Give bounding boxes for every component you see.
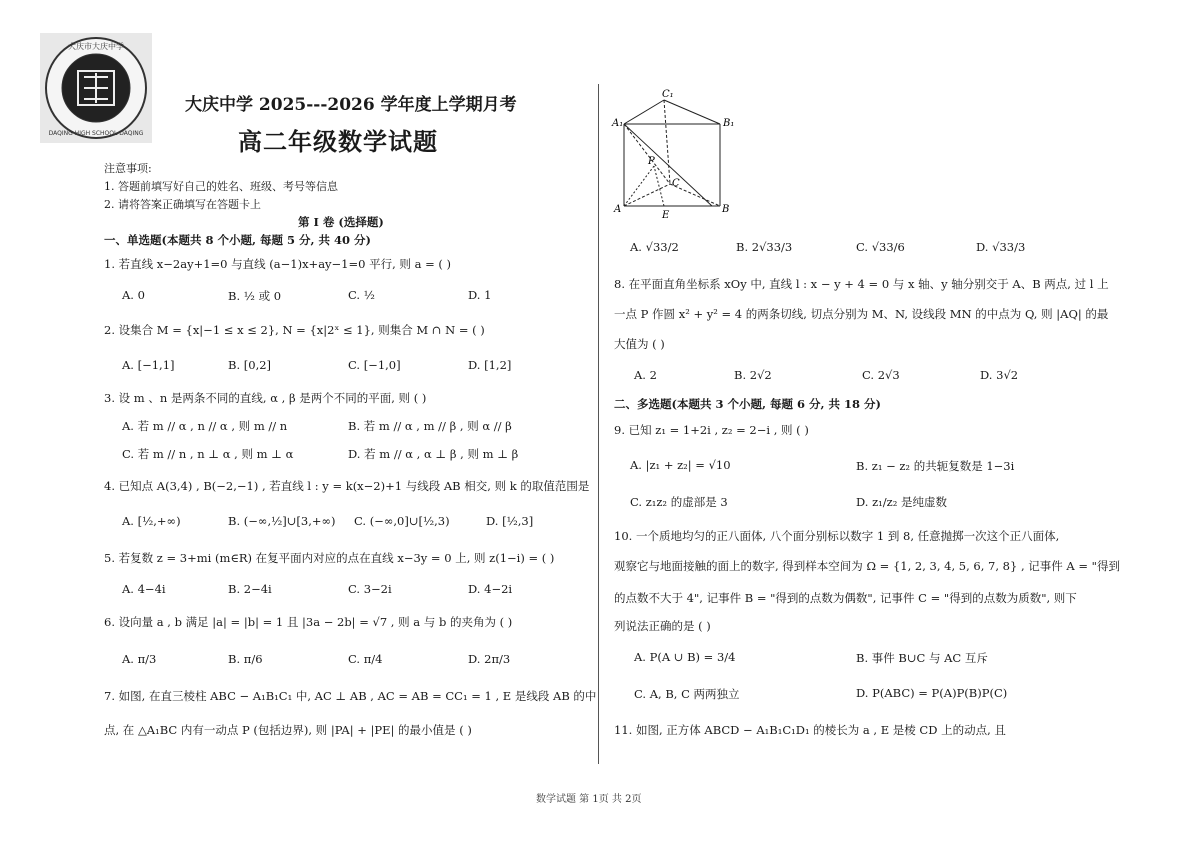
school-title: 大庆中学 2025---2026 学年度上学期月考 [185, 95, 517, 115]
q5-option-c: C. 3−2i [348, 582, 392, 596]
q4-option-c: C. (−∞,0]∪[½,3) [354, 514, 450, 528]
q9-option-d: D. z₁/z₂ 是纯虚数 [856, 495, 947, 509]
question-4: 4. 已知点 A(3,4) , B(−2,−1) , 若直线 l : y = k(x−2)+1 与线段 AB 相交, 则 k 的取值范围是 [104, 479, 590, 493]
q5-option-d: D. 4−2i [468, 582, 513, 596]
school-logo [40, 33, 152, 143]
q10-option-a: A. P(A ∪ B) = 3/4 [634, 650, 736, 664]
question-1: 1. 若直线 x−2ay+1=0 与直线 (a−1)x+ay−1=0 平行, 则 a = ( ) [104, 257, 452, 271]
q4-option-b: B. (−∞,½]∪[3,+∞) [228, 514, 336, 528]
q6-option-b: B. π/6 [228, 652, 263, 666]
question-9: 9. 已知 z₁ = 1+2i , z₂ = 2−i , 则 ( ) [614, 423, 809, 437]
label-c: C [672, 178, 680, 189]
q1-option-c: C. ½ [348, 288, 375, 302]
question-2: 2. 设集合 M = {x|−1 ≤ x ≤ 2}, N = {x|2ˣ ≤ 1}, 则集合 M ∩ N = ( ) [104, 323, 485, 337]
question-6: 6. 设向量 a , b 满足 |a| = |b| = 1 且 |3a − 2b| = √7 , 则 a 与 b 的夹角为 ( ) [104, 615, 513, 629]
q3-option-c: C. 若 m // n , n ⊥ α , 则 m ⊥ α [122, 447, 294, 461]
q9-option-c: C. z₁z₂ 的虚部是 3 [630, 495, 728, 509]
q8-option-b: B. 2√2 [734, 368, 772, 382]
q7-option-a: A. √33/2 [630, 240, 679, 254]
q7-option-d: D. √33/3 [976, 240, 1026, 254]
q4-option-a: A. [½,+∞) [122, 514, 181, 528]
q2-option-a: A. [−1,1] [122, 358, 175, 372]
q2-option-b: B. [0,2] [228, 358, 272, 372]
question-8-line-3: 大值为 ( ) [614, 337, 665, 351]
q1-option-b: B. ½ 或 0 [228, 289, 282, 303]
q3-option-a: A. 若 m // α , n // α , 则 m // n [122, 419, 288, 433]
question-10-line-2: 观察它与地面接触的面上的数字, 得到样本空间为 Ω = {1, 2, 3, 4, 5, 6, 7, 8} , 记事件 A = "得到 [614, 559, 1120, 573]
question-10-line-3: 的点数不大于 4", 记事件 B = "得到的点数为偶数", 记事件 C = "得到的点数为质数", 则下 [614, 591, 1077, 605]
notes-heading: 注意事项: [104, 162, 152, 175]
section-heading-2: 二、多选题(本题共 3 个小题, 每题 6 分, 共 18 分) [614, 397, 881, 411]
part-heading: 第 I 卷 (选择题) [298, 215, 384, 229]
logo-ring-text: DAQING HIGH SCHOOL DAQING [48, 130, 144, 137]
question-11-line-1: 11. 如图, 正方体 ABCD − A₁B₁C₁D₁ 的棱长为 a , E 是棱 CD 上的动点, 且 [614, 723, 1006, 737]
question-7-line-2: 点, 在 △A₁BC 内有一动点 P (包括边界), 则 |PA| + |PE| 的最小值是 ( ) [104, 723, 472, 737]
q8-option-a: A. 2 [634, 368, 657, 382]
label-c1: C₁ [662, 89, 674, 100]
page-footer: 数学试题 第 1页 共 2页 [536, 794, 642, 805]
q9-option-b: B. z₁ − z₂ 的共轭复数是 1−3i [856, 459, 1015, 473]
question-5: 5. 若复数 z = 3+mi (m∈R) 在复平面内对应的点在直线 x−3y = 0 上, 则 z(1−i) = ( ) [104, 551, 555, 565]
q3-option-d: D. 若 m // α , α ⊥ β , 则 m ⊥ β [348, 447, 519, 461]
q10-option-d: D. P(ABC) = P(A)P(B)P(C) [856, 686, 1008, 700]
column-divider [598, 84, 599, 764]
q6-option-a: A. π/3 [122, 652, 157, 666]
q6-option-c: C. π/4 [348, 652, 383, 666]
notes-item-1: 1. 答题前填写好自己的姓名、班级、考号等信息 [104, 180, 338, 193]
q8-option-d: D. 3√2 [980, 368, 1019, 382]
label-b1: B₁ [723, 118, 735, 129]
question-8-line-1: 8. 在平面直角坐标系 xOy 中, 直线 l : x − y + 4 = 0 与 x 轴、y 轴分别交于 A、B 两点, 过 l 上 [614, 277, 1109, 291]
q5-option-a: A. 4−4i [122, 582, 166, 596]
label-b: B [722, 204, 730, 215]
q7-option-c: C. √33/6 [856, 240, 905, 254]
label-a1: A₁ [612, 118, 624, 129]
label-e: E [662, 210, 670, 221]
q3-option-b: B. 若 m // α , m // β , 则 α // β [348, 419, 512, 433]
notes-item-2: 2. 请将答案正确填写在答题卡上 [104, 198, 261, 211]
question-8-line-2: 一点 P 作圆 x² + y² = 4 的两条切线, 切点分别为 M、N, 设线段 MN 的中点为 Q, 则 |AQ| 的最 [614, 307, 1109, 321]
question-10-line-4: 列说法正确的是 ( ) [614, 619, 711, 633]
q9-option-a: A. |z₁ + z₂| = √10 [630, 458, 731, 472]
q10-option-c: C. A, B, C 两两独立 [634, 687, 740, 701]
q8-option-c: C. 2√3 [862, 368, 900, 382]
question-3: 3. 设 m 、n 是两条不同的直线, α , β 是两个不同的平面, 则 ( ) [104, 391, 427, 405]
q2-option-c: C. [−1,0] [348, 358, 401, 372]
prism-figure [612, 88, 735, 221]
label-p: P [648, 156, 655, 167]
q5-option-b: B. 2−4i [228, 582, 272, 596]
section-heading-1: 一、单选题(本题共 8 个小题, 每题 5 分, 共 40 分) [104, 233, 371, 247]
q1-option-d: D. 1 [468, 288, 492, 302]
q1-option-a: A. 0 [122, 288, 145, 302]
logo-top-text: 大庆市大庆中学 [68, 42, 124, 51]
q6-option-d: D. 2π/3 [468, 652, 511, 666]
q10-option-b: B. 事件 B∪C 与 AC 互斥 [856, 651, 988, 665]
label-a: A [614, 204, 622, 215]
question-10-line-1: 10. 一个质地均匀的正八面体, 八个面分别标以数字 1 到 8, 任意抛掷一次这个正八面体, [614, 529, 1060, 543]
q2-option-d: D. [1,2] [468, 358, 512, 372]
exam-title: 高二年级数学试题 [238, 127, 438, 156]
q7-option-b: B. 2√33/3 [736, 240, 793, 254]
question-7-line-1: 7. 如图, 在直三棱柱 ABC − A₁B₁C₁ 中, AC ⊥ AB , AC = AB = CC₁ = 1 , E 是线段 AB 的中 [104, 689, 597, 703]
q4-option-d: D. [½,3] [486, 514, 534, 528]
